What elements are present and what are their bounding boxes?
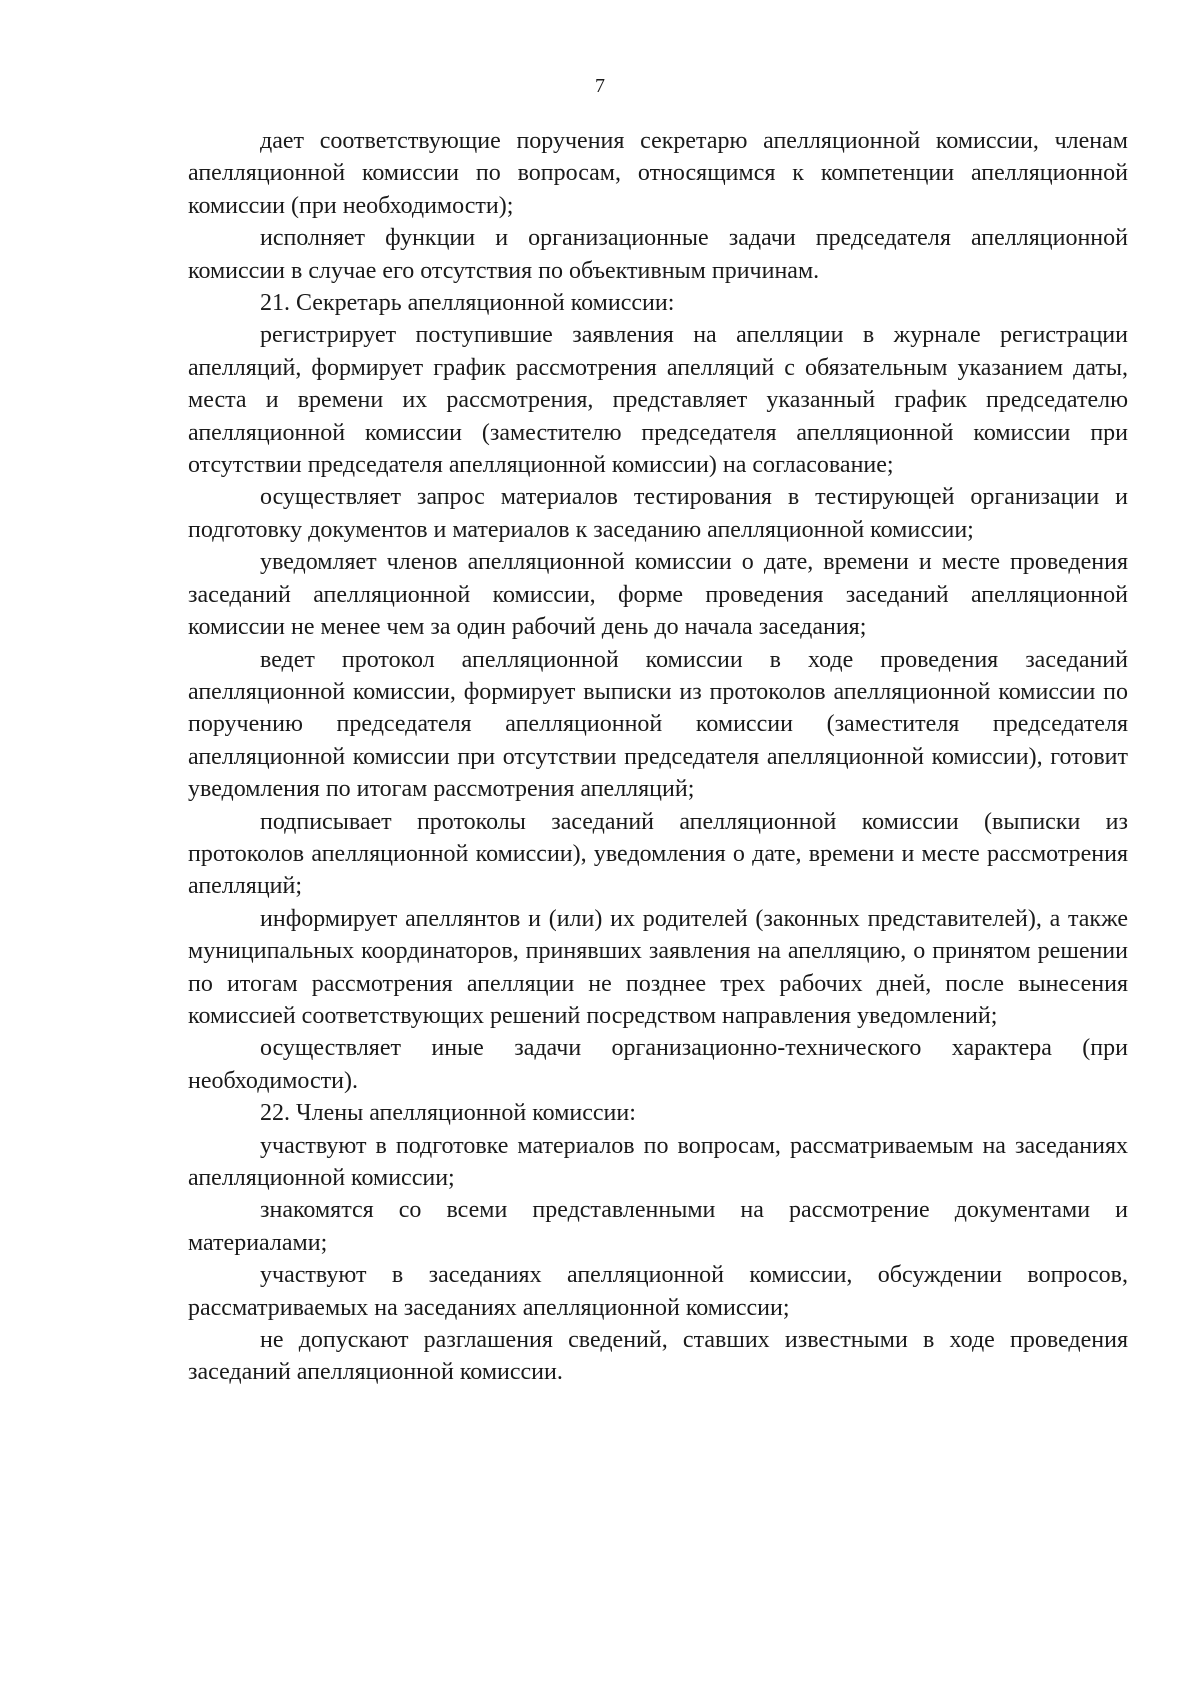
paragraph-members-prepare: участвуют в подготовке материалов по вопросам, рассматриваемым на заседаниях апелляционной комиссии;: [188, 1132, 1128, 1191]
paragraph-secretary-registers: регистрирует поступившие заявления на апелляции в журнале регистрации апелляций, формирует график рассмотрения апелляций с обязательным указанием даты, места и времени их рассмотрения, представляет указанный график председателю апелляционной комиссии (заместителю председателя апелляционной комиссии при отсутствии председателя апелляционной комиссии) на согласование;: [188, 322, 1128, 479]
document-body: [188, 125, 1128, 1389]
paragraph-secretary-requests: осуществляет запрос материалов тестирования в тестирующей организации и подготовку документов и материалов к заседанию апелляционной комиссии;: [188, 484, 1128, 543]
paragraph-members-participate: участвуют в заседаниях апелляционной комиссии, обсуждении вопросов, рассматриваемых на заседаниях апелляционной комиссии;: [188, 1262, 1128, 1321]
paragraph-secretary-signs: подписывает протоколы заседаний апелляционной комиссии (выписки из протоколов апелляционной комиссии), уведомления о дате, времени и месте рассмотрения апелляций;: [188, 808, 1128, 900]
paragraph-secretary-informs: информирует апеллянтов и (или) их родителей (законных представителей), а также муниципальных координаторов, принявших заявления на апелляцию, о принятом решении по итогам рассмотрения апелляции не позднее трех рабочих дней, после вынесения комиссией соответствующих решений посредством направления уведомлений;: [188, 905, 1128, 1029]
section-heading-secretary: 21. Секретарь апелляционной комиссии:: [260, 290, 675, 317]
paragraph-members-confidential: не допускают разглашения сведений, ставших известными в ходе проведения заседаний апелляционной комиссии.: [188, 1327, 1128, 1386]
page-number: 7: [595, 75, 605, 97]
paragraph-duties-instructions: дает соответствующие поручения секретарю апелляционной комиссии, членам апелляционной комиссии по вопросам, относящимся к компетенции апелляционной комиссии (при необходимости);: [188, 128, 1128, 219]
paragraph-duties-acting-chair: исполняет функции и организационные задачи председателя апелляционной комиссии в случае его отсутствия по объективным причинам.: [188, 225, 1128, 284]
paragraph-members-review: знакомятся со всеми представленными на рассмотрение документами и материалами;: [188, 1197, 1128, 1256]
section-heading-members: 22. Члены апелляционной комиссии:: [260, 1100, 636, 1127]
paragraph-secretary-other: осуществляет иные задачи организационно-технического характера (при необходимости).: [188, 1035, 1128, 1094]
paragraph-secretary-notifies: уведомляет членов апелляционной комиссии о дате, времени и месте проведения заседаний апелляционной комиссии, форме проведения заседаний апелляционной комиссии не менее чем за один рабочий день до начала заседания;: [188, 549, 1128, 641]
paragraph-secretary-protocol: ведет протокол апелляционной комиссии в ходе проведения заседаний апелляционной комиссии, формирует выписки из протоколов апелляционной комиссии по поручению председателя апелляционной комиссии (заместителя председателя апелляционной комиссии при отсутствии председателя апелляционной комиссии), готовит уведомления по итогам рассмотрения апелляций;: [188, 646, 1128, 803]
